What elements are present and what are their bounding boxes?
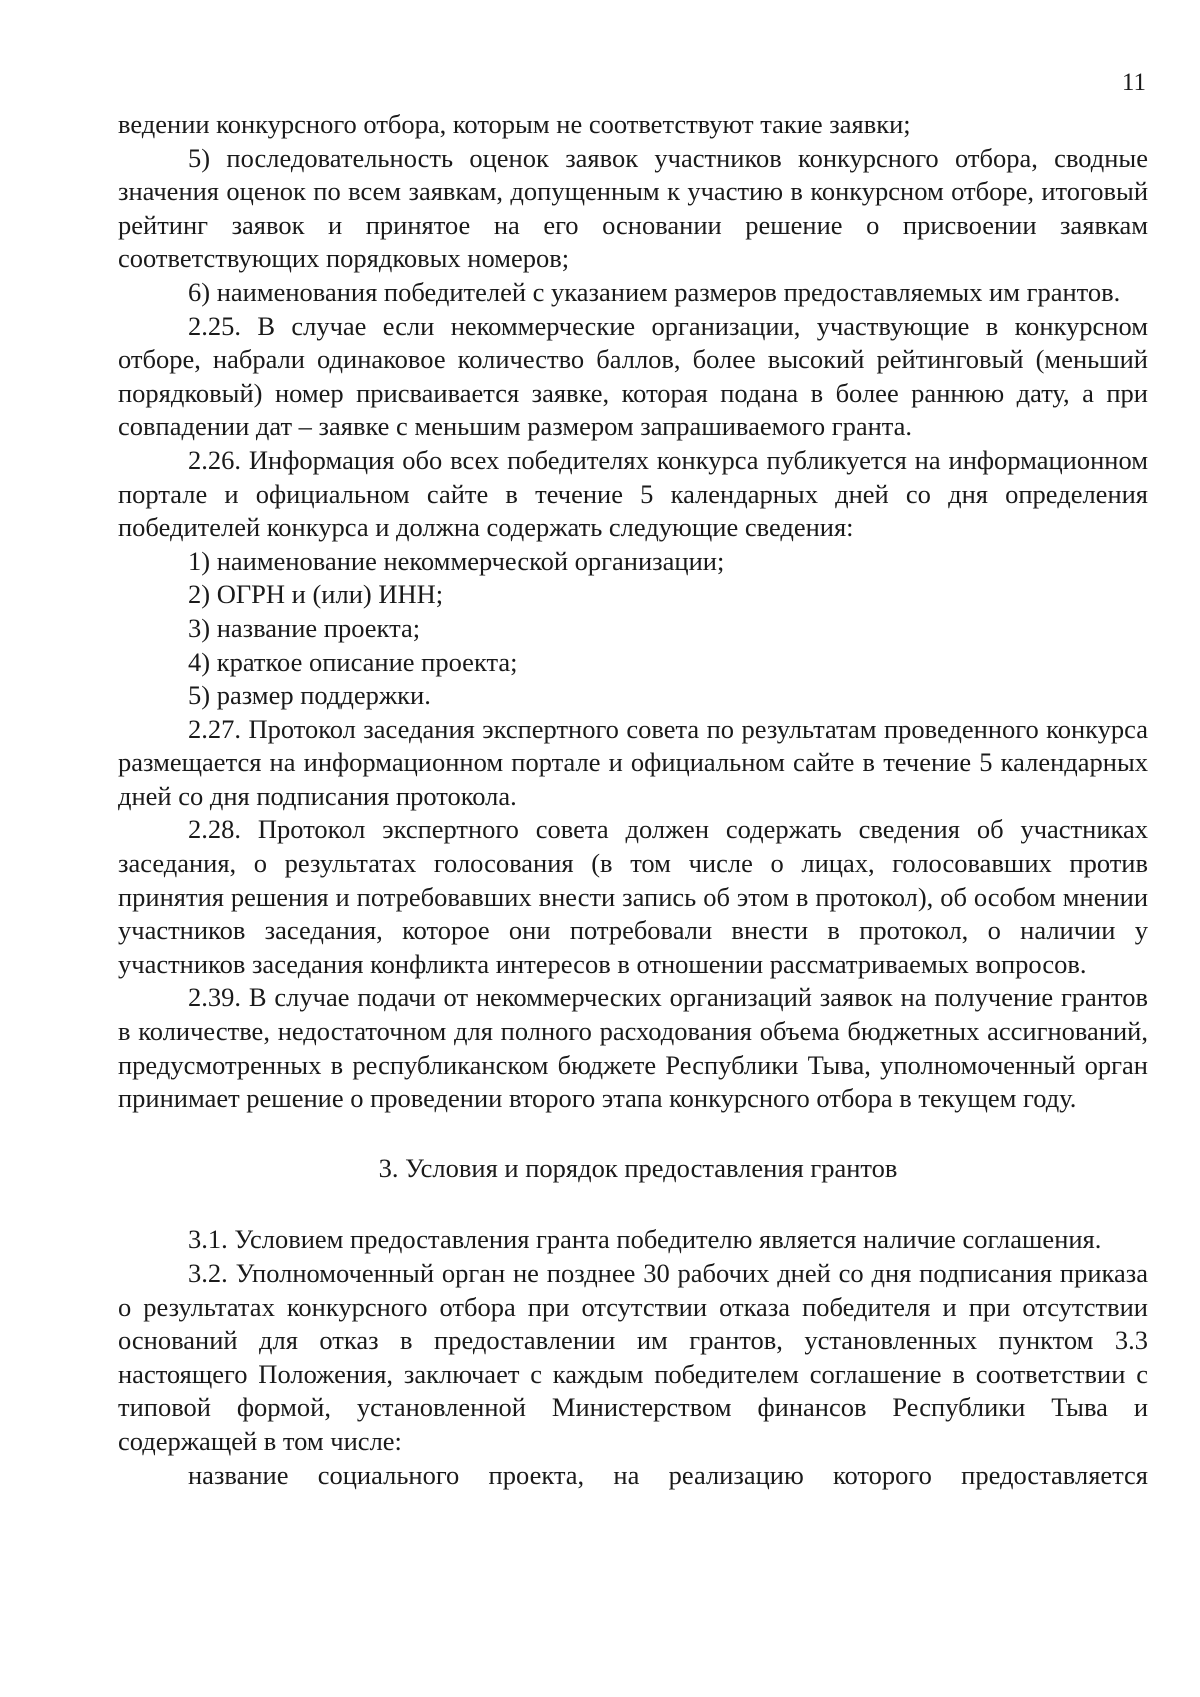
paragraph: 5) размер поддержки. (188, 680, 431, 711)
section-heading: 3. Условия и порядок предоставления грантов (378, 1152, 898, 1183)
paragraph: 6) наименования победителей с указанием размеров предоставляемых им грантов. (188, 276, 1121, 307)
paragraph: 3) название проекта; (188, 612, 421, 643)
page-number: 11 (1121, 69, 1146, 96)
paragraph: 3.2. Уполномоченный орган не позднее 30 рабочих дней со дня подписания приказа о результатах конкурсного отбора при отсутствии отказа победителя и при отсутствии оснований для отказ в предоставлении им грантов, установленных пунктом 3.3 настоящего Положения, заключает с каждым победителем соглашение в соответствии с типовой формой, установленной Министерством финансов Республики Тыва и содержащей в том числе: (118, 1258, 1148, 1456)
paragraph: ведении конкурсного отбора, которым не соответствуют такие заявки; (118, 109, 911, 139)
paragraph: 2.28. Протокол экспертного совета должен содержать сведения об участниках заседания, о результатах голосования (в том числе о лицах, голосовавших против принятия решения и потребовавших внести запись об этом в протокол), об особом мнении участников заседания, которое они потребовали внести в протокол, о наличии у участников заседания конфликта интересов в отношении рассматриваемых вопросов. (118, 814, 1148, 979)
body-text-before-heading (118, 108, 1148, 1116)
body-text-after-heading (118, 1223, 1148, 1492)
paragraph: название социального проекта, на реализацию которого предоставляется (188, 1459, 1148, 1490)
paragraph: 2.27. Протокол заседания экспертного совета по результатам проведенного конкурса размещается на информационном портале и официальном сайте в течение 5 календарных дней со дня подписания протокола. (118, 713, 1148, 811)
paragraph: 4) краткое описание проекта; (188, 646, 518, 677)
paragraph: 2.26. Информация обо всех победителях конкурса публикуется на информационном портале и официальном сайте в течение 5 календарных дней со дня определения победителей конкурса и должна содержать следующие сведения: (118, 444, 1148, 543)
paragraph: 3.1. Условием предоставления гранта победителю является наличие соглашения. (188, 1224, 1102, 1255)
paragraph: 2.39. В случае подачи от некоммерческих организаций заявок на получение грантов в количестве, недостаточном для полного расходования объема бюджетных ассигнований, предусмотренных в республиканском бюджете Республики Тыва, уполномоченный орган принимает решение о проведении второго этапа конкурсного отбора в текущем году. (118, 982, 1148, 1114)
paragraph: 2) ОГРН и (или) ИНН; (188, 579, 444, 610)
paragraph: 2.25. В случае если некоммерческие организации, участвующие в конкурсном отборе, набрали одинаковое количество баллов, более высокий рейтинговый (меньший порядковый) номер присваивается заявке, которая подана в более раннюю дату, а при совпадении дат – заявке с меньшим размером запрашиваемого гранта. (118, 310, 1148, 442)
paragraph: 5) последовательность оценок заявок участников конкурсного отбора, сводные значения оценок по всем заявкам, допущенным к участию в конкурсном отборе, итоговый рейтинг заявок и принятое на его основании решение о присвоении заявкам соответствующих порядковых номеров; (118, 142, 1148, 274)
paragraph: 1) наименование некоммерческой организации; (188, 545, 725, 576)
